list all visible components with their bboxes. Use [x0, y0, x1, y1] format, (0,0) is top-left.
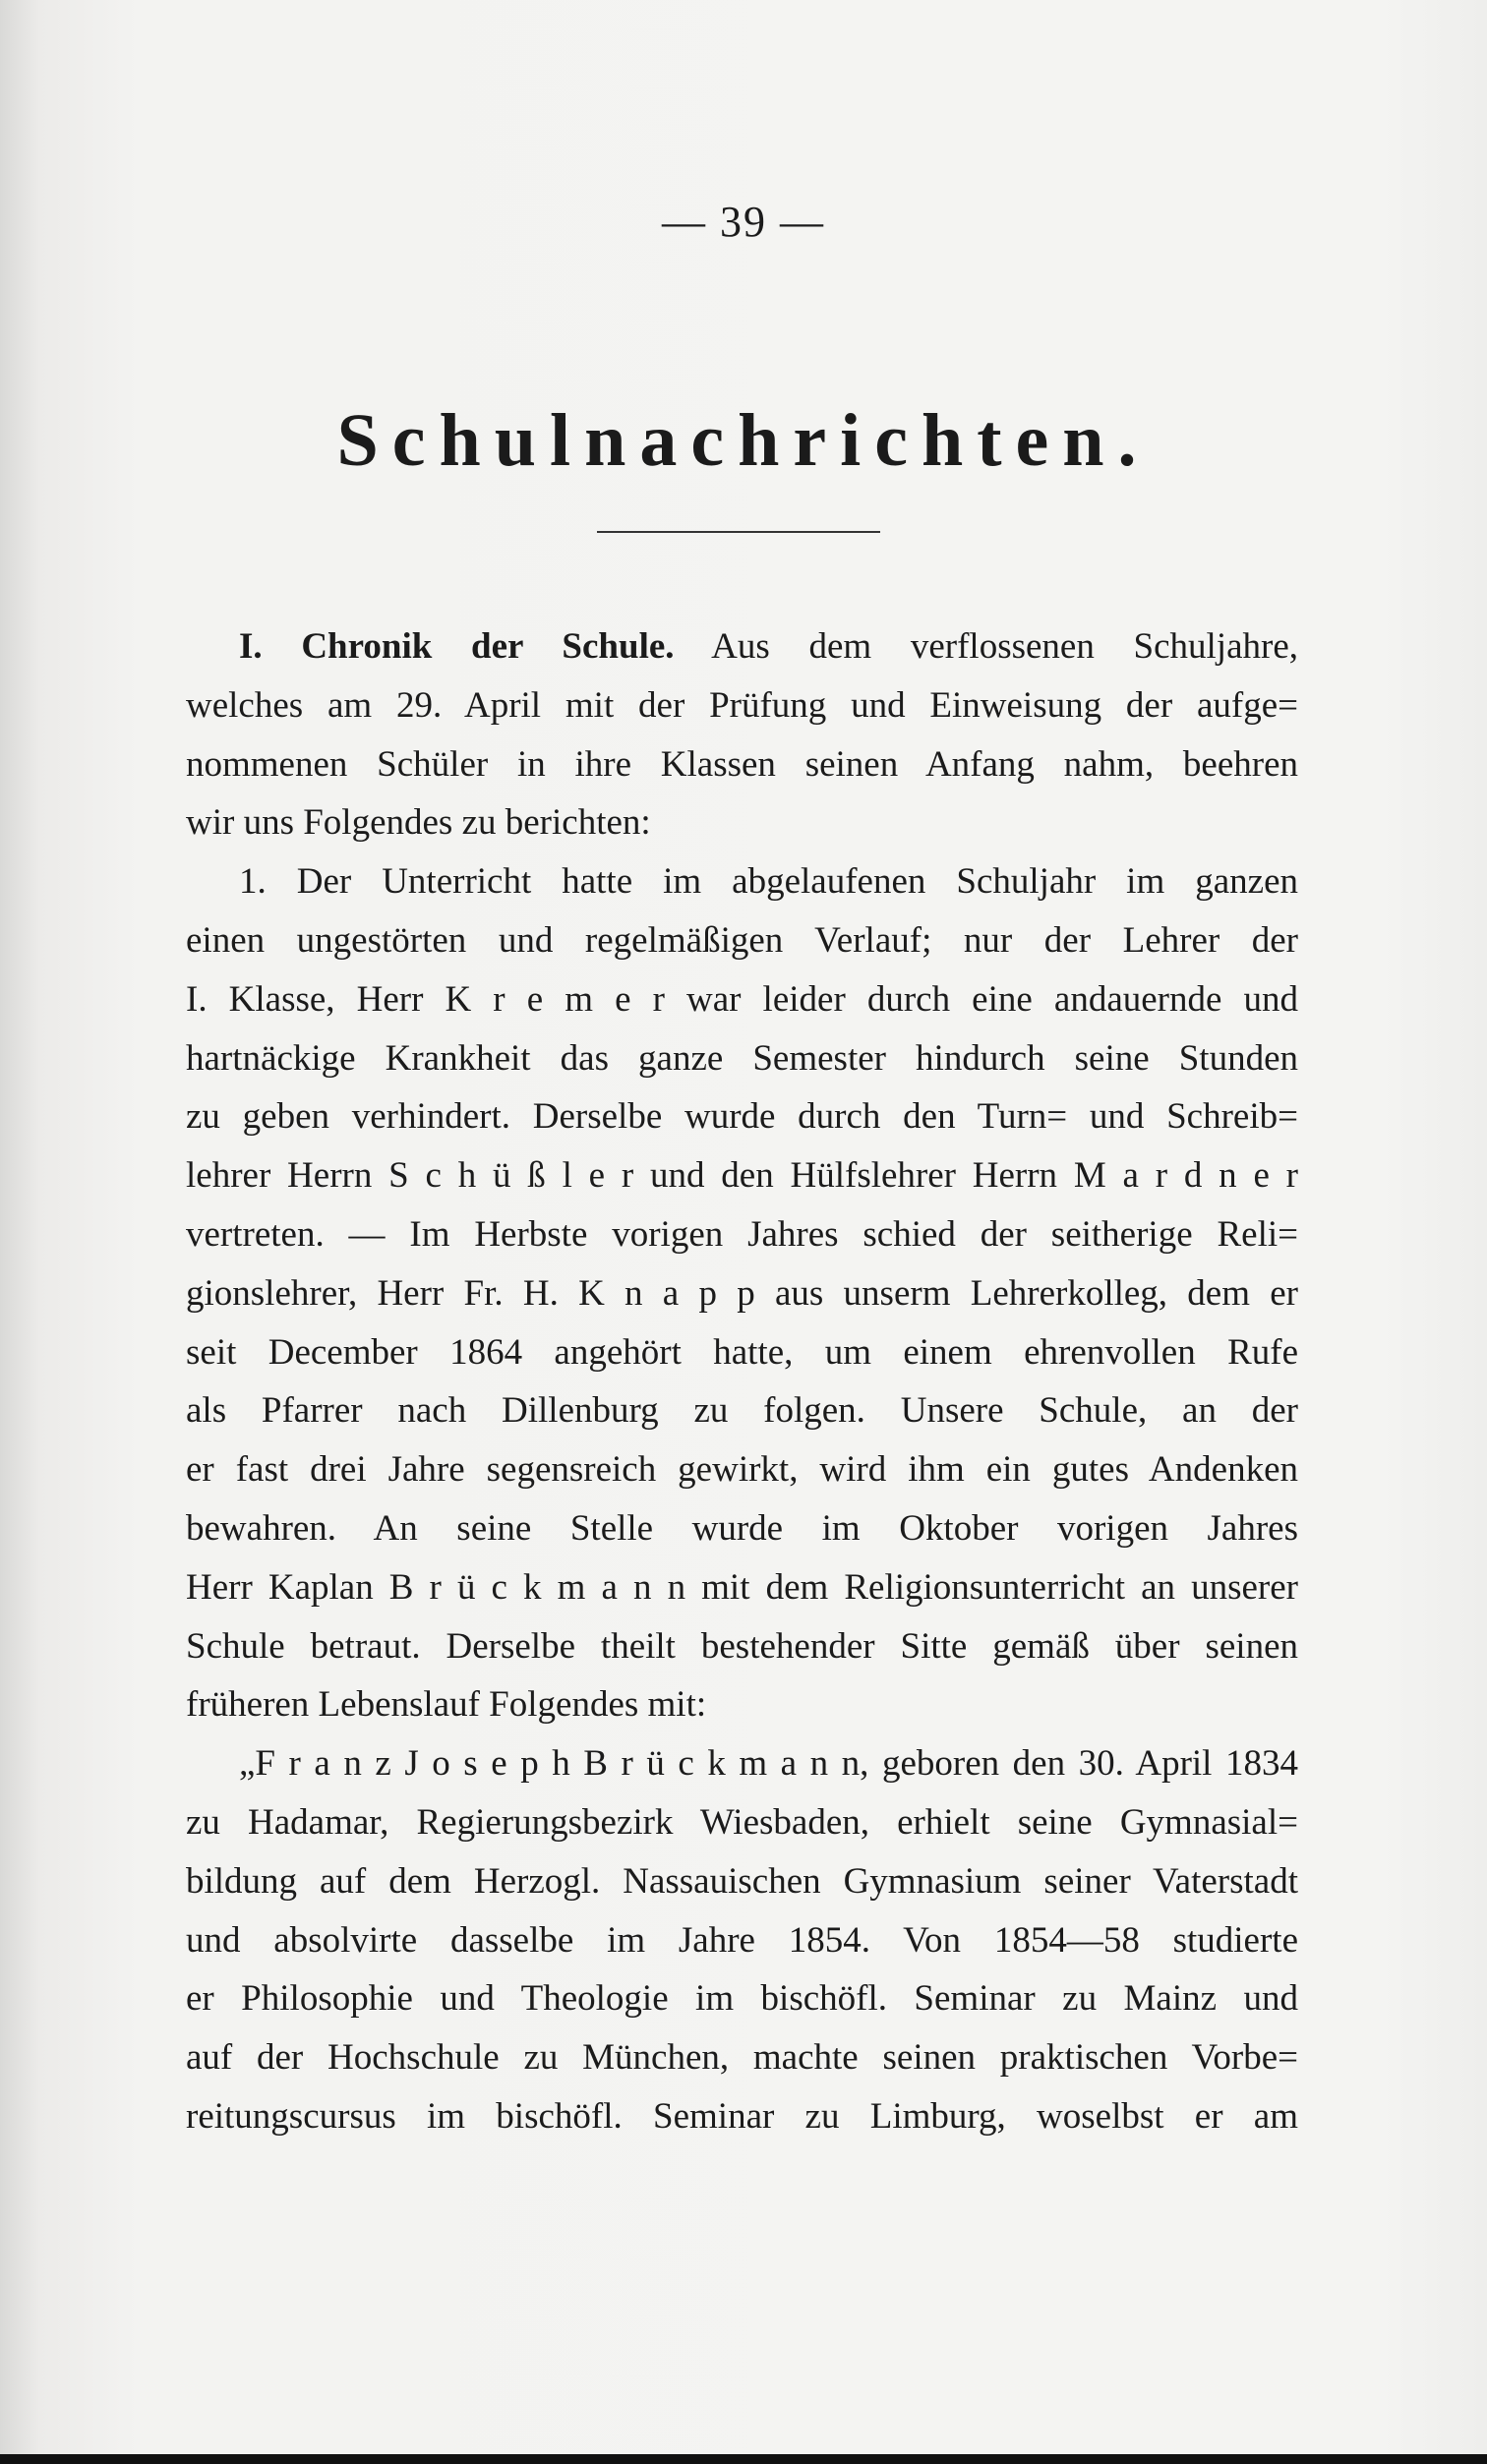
text-line: bewahren. An seine Stelle wurde im Oktober vorigen Jahres: [186, 1507, 1298, 1549]
text-line: zu geben verhindert. Derselbe wurde durch den Turn= und Schreib=: [186, 1096, 1298, 1138]
text-line: hartnäckige Krankheit das ganze Semester hindurch seine Stunden: [186, 1037, 1298, 1079]
text-line: [186, 617, 1298, 676]
text-line: Schule betraut. Derselbe theilt bestehender Sitte gemäß über seinen: [186, 1625, 1298, 1667]
scan-edge: [0, 2454, 1487, 2464]
text-line: er fast drei Jahre segensreich gewirkt, wird ihm ein gutes Andenken: [186, 1449, 1298, 1491]
text-line: welches am 29. April mit der Prüfung und Einweisung der aufge=: [186, 684, 1298, 726]
text-line: „F r a n z J o s e p h B r ü c k m a n n, geboren den 30. April 1834: [239, 1743, 1298, 1785]
text-line: nommenen Schüler in ihre Klassen seinen Anfang nahm, beehren: [186, 743, 1298, 785]
text-line: zu Hadamar, Regierungsbezirk Wiesbaden, erhielt seine Gymnasial=: [186, 1801, 1298, 1843]
text-line: als Pfarrer nach Dillenburg zu folgen. Unsere Schule, an der: [186, 1390, 1298, 1432]
text-line: 1. Der Unterricht hatte im abgelaufenen Schuljahr im ganzen: [239, 861, 1298, 903]
document-body: [186, 617, 1298, 2146]
section-heading: I. Chronik der Schule.: [239, 626, 675, 667]
text-line: vertreten. — Im Herbste vorigen Jahres schied der seitherige Reli=: [186, 1213, 1298, 1255]
text-line: er Philosophie und Theologie im bischöfl. Seminar zu Mainz und: [186, 1978, 1298, 2020]
text-line: lehrer Herrn S c h ü ß l e r und den Hülfslehrer Herrn M a r d n e r: [186, 1155, 1298, 1197]
text-line: I. Klasse, Herr K r e m e r war leider durch eine andauernde und: [186, 978, 1298, 1020]
text-line: reitungscursus im bischöfl. Seminar zu Limburg, woselbst er am: [186, 2095, 1298, 2137]
text-line: Herr Kaplan B r ü c k m a n n mit dem Religionsunterricht an unserer: [186, 1566, 1298, 1608]
title-divider: [597, 531, 880, 533]
text-line: früheren Lebenslauf Folgendes mit:: [186, 1684, 707, 1726]
text-line: und absolvirte dasselbe im Jahre 1854. Von 1854—58 studierte: [186, 1919, 1298, 1961]
text-line: einen ungestörten und regelmäßigen Verlauf; nur der Lehrer der: [186, 919, 1298, 961]
text-line: gionslehrer, Herr Fr. H. K n a p p aus unserm Lehrerkolleg, dem er: [186, 1272, 1298, 1314]
text-line: seit December 1864 angehört hatte, um einem ehrenvollen Rufe: [186, 1331, 1298, 1373]
page-title: Schulnachrichten.: [336, 399, 1151, 482]
text-line: wir uns Folgendes zu berichten:: [186, 802, 651, 844]
text-line: auf der Hochschule zu München, machte seinen praktischen Vorbe=: [186, 2037, 1298, 2079]
text-line-content: Aus dem verflossenen Schuljahre,: [674, 626, 1299, 667]
text-line: bildung auf dem Herzogl. Nassauischen Gymnasium seiner Vaterstadt: [186, 1860, 1298, 1902]
page-number: — 39 —: [662, 198, 825, 246]
